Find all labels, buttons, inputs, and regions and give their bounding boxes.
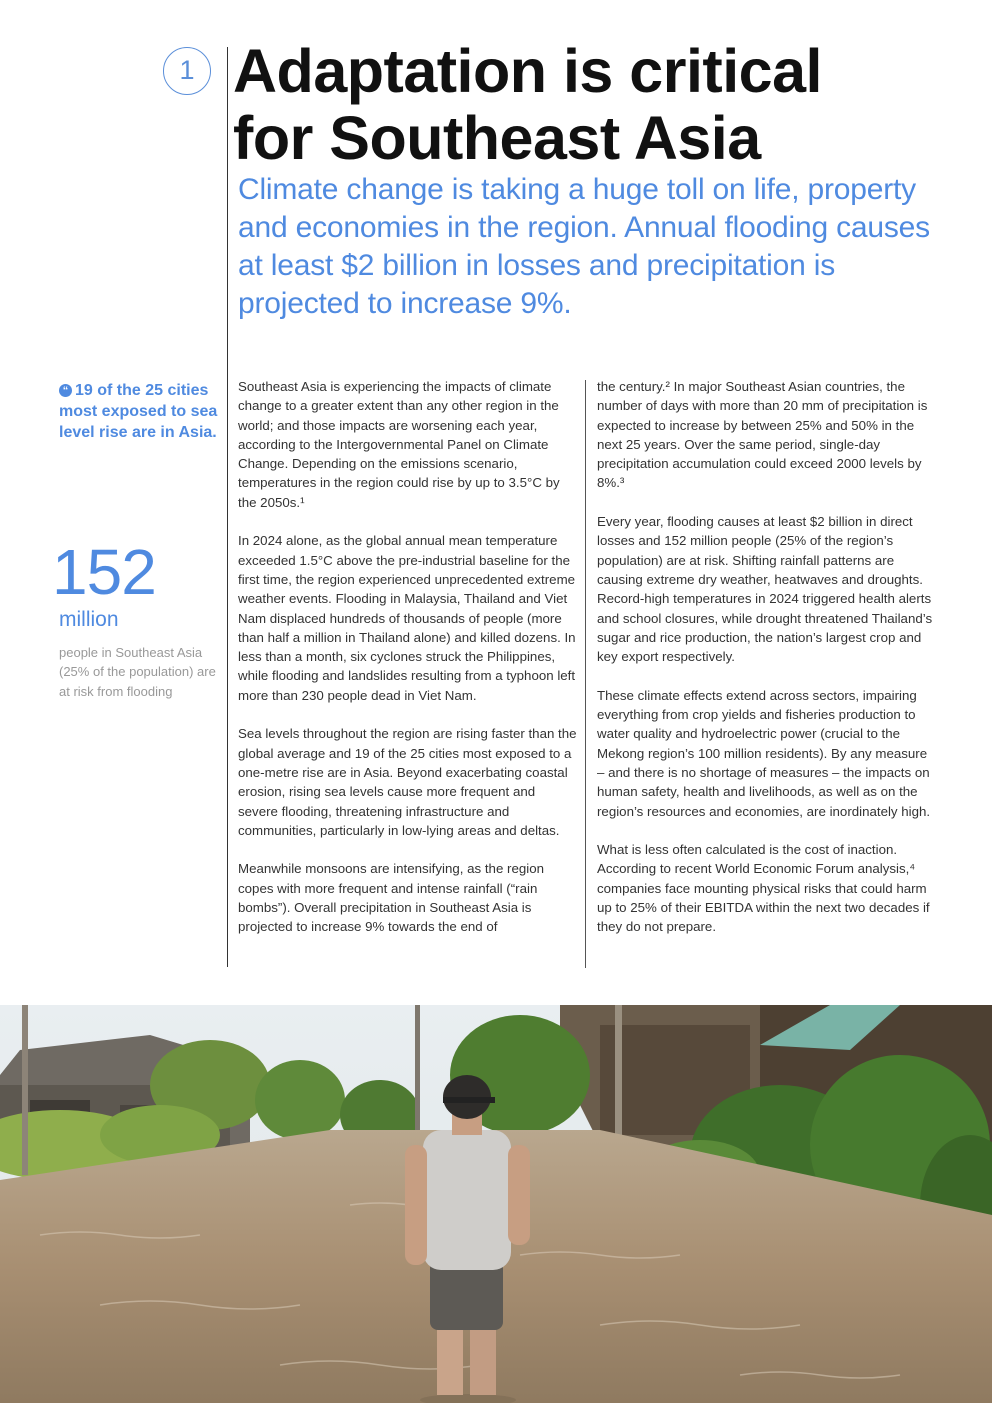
chapter-number-badge: 1	[163, 47, 211, 95]
title-line-1: Adaptation is critical	[233, 37, 822, 105]
column-divider	[585, 380, 586, 968]
paragraph: What is less often calculated is the cost of inaction. According to recent World Economic Forum analysis,⁴ companies face mounting physical risks that could harm up to 25% of their EBITDA within the next two decades if they do not prepare.	[597, 842, 930, 935]
paragraph: Southeast Asia is experiencing the impacts of climate change to a greater extent than any other region in the world; and those impacts are worsening each year, according to the Intergovernmental Panel on Climate Change. Depending on the emissions scenario, temperatures in the region could rise by up to 3.5°C by the 2050s.¹	[238, 379, 560, 510]
body-column-left	[238, 377, 578, 956]
body-column-right	[597, 377, 937, 956]
stat-description: people in Southeast Asia (25% of the population) are at risk from flooding	[59, 645, 216, 699]
paragraph: These climate effects extend across sectors, impairing everything from crop yields and fisheries production to water quality and hydroelectric power (crucial to the Mekong region’s 100 million residents). By any measure – and there is no shortage of measures – the impacts on human safety, health and livelihoods, as well as on the region’s resources and economies, are inordinately high.	[597, 687, 931, 819]
paragraph: In 2024 alone, as the global annual mean temperature exceeded 1.5°C above the pre-industrial baseline for the first time, the region experienced unprecedented extreme weather events. Flooding in Malaysia, Thailand and Viet Nam displaced hundreds of thousands of people (more than half a million in Thailand alone) and killed dozens. In less than a month, six cyclones struck the Philippines, while flooding and landslides resulting from a typhoon left more than 230 people dead in Viet Nam.	[238, 533, 576, 703]
paragraph: the century.² In major Southeast Asian countries, the number of days with more than 20 mm of precipitation is expected to increase by between 25% and 50% in the next 25 years. Over the same period, single-day precipitation accumulation could exceed 2000 levels by 8%.³	[597, 379, 928, 491]
paragraph: Meanwhile monsoons are intensifying, as the region copes with more frequent and intense rainfall (“rain bombs”). Overall precipitation in Southeast Asia is projected to increase 9% towards the end of	[238, 861, 545, 935]
pull-quote	[59, 380, 224, 443]
vertical-divider	[227, 47, 228, 967]
paragraph: Sea levels throughout the region are rising faster than the global average and 19 of the 25 cities most exposed to a one-metre rise are in Asia. Beyond exacerbating coastal erosion, rising sea levels cause more frequent and severe flooding, threatening infrastructure and communities, particularly in low-lying areas and deltas.	[238, 726, 577, 838]
flooded-street-photo	[0, 1005, 992, 1403]
quote-icon: “	[59, 384, 72, 397]
pull-quote-text: 19 of the 25 cities most exposed to sea level rise are in Asia.	[59, 382, 218, 441]
page-title	[233, 38, 973, 172]
paragraph: Every year, flooding causes at least $2 billion in direct losses and 152 million people (25% of the region’s population) are at risk. Shifting rainfall patterns are causing extreme dry weather, heatwaves and droughts. Record-high temperatures in 2024 triggered health alerts and school closures, while drought threatened Thailand’s sugar and rice production, the nation’s largest crop and key export respectively.	[597, 514, 933, 665]
title-line-2: for Southeast Asia	[233, 104, 761, 172]
lede-text: Climate change is taking a huge toll on life, property and economies in the region. Annual flooding causes at least $2 billion in losses and precipitation is projected to increase 9%.	[238, 173, 930, 320]
stat-unit: million	[59, 608, 119, 631]
stat-number: 152	[52, 536, 156, 608]
